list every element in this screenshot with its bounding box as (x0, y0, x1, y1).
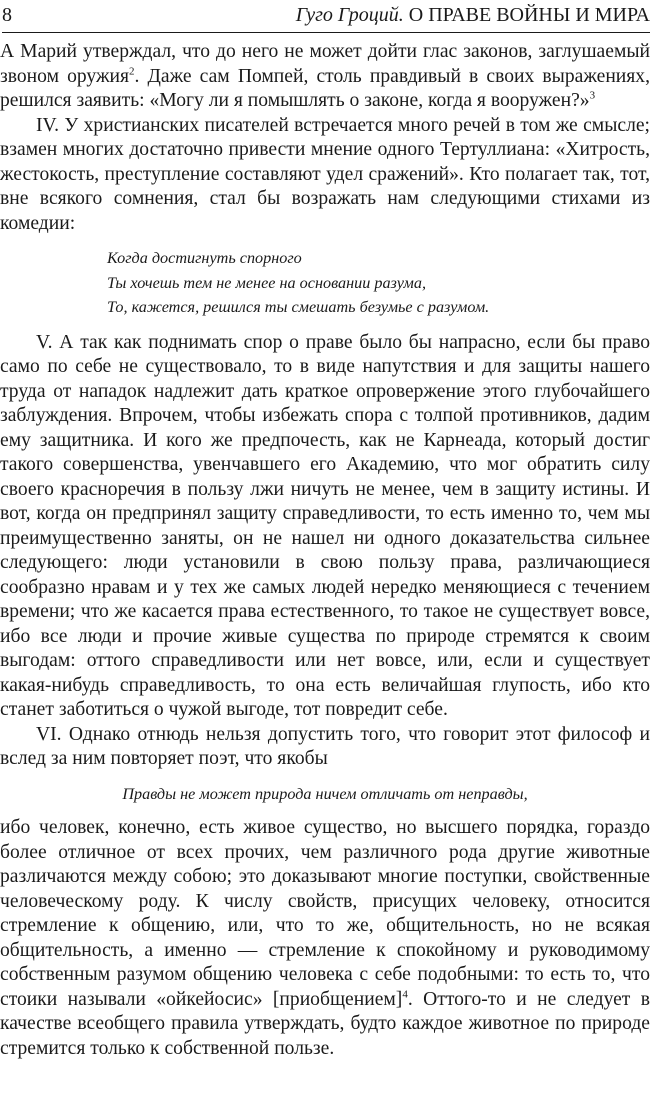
paragraph-section-vi: VI. Однако отнюдь нельзя допустить того, что говорит этот философ и вслед за ним повторяет поэт, что якобы (0, 723, 650, 769)
verse-line: То, кажется, решился ты смешать безумье с разумом. (107, 298, 490, 316)
page-number: 8 (2, 4, 12, 26)
running-head (296, 2, 650, 28)
verse-quote-comedy (107, 246, 650, 320)
paragraph-continuation (0, 816, 650, 1061)
running-head-author: Гуго Гроций. (295, 4, 404, 26)
verse-quote-poet: Правды не может природа ничем отличать от неправды, (122, 784, 528, 803)
running-header (2, 2, 650, 33)
footnote-ref-3: 3 (589, 89, 596, 102)
paragraph-text: . Оттого-то и не следует в качестве всеобщего правила утверждать, будто каждое животное по природе стремится только к собственной пользе. (0, 988, 650, 1059)
paragraph-marius (0, 40, 650, 114)
paragraph-text: . Даже сам Помпей, столь правдивый в своих выражениях, решился заявить: «Могу ли я помышлять о законе, когда я вооружен?» (0, 65, 650, 111)
paragraph-section-iv: IV. У христианских писателей встречается много речей в том же смысле; взамен многих достаточно привести мнение одного Тертуллиана: «Хитрость, жестокость, преступление составляют удел сражений». Кто полагает так, тот, вне всякого сомнения, стал бы возражать нам следующими стихами из комедии: (0, 114, 650, 234)
verse-line: Ты хочешь тем не менее на основании разума, (107, 273, 426, 292)
paragraph-text: ибо человек, конечно, есть живое существо, но высшего порядка, гораздо более отличное от всех прочих, чем различного рода другие животные различаются между собою; это доказывают многие поступки, свойственные человеческому роду. К числу свойств, присущих человеку, относится стремление к общению, или, что то же, общительность, но не всякая общительность, а именно — стремление к спокойному и руководимому собственным разумом общению человека с себе подобными: то есть то, что стоики называли «ойкейосис» [приобщением] (0, 817, 650, 1010)
footnote-ref-2: 2 (129, 64, 135, 77)
running-head-book-title: О ПРАВЕ ВОЙНЫ И МИРА (408, 4, 650, 26)
body-text (0, 40, 650, 1061)
paragraph-section-v: V. А так как поднимать спор о праве было бы напрасно, если бы право само по себе не существовало, то в виде напутствия и для защиты нашего труда от нападок надлежит дать краткое опровержение этого глубочайшего заблуждения. Впрочем, чтобы избежать спора с толпой противников, дадим ему защитника. И кого же предпочесть, как не Карнеада, который достиг такого совершенства, увенчавшего его Академию, что мог обратить силу своего красноречия в пользу лжи ничуть не менее, чем в защиту истины. И вот, когда он предпринял защиту справедливости, то есть именно то, чем мы преимущественно заняты, он не нашел ни одного доказательства сильнее следующего: люди установили в свою пользу права, различающиеся сообразно нравам и у тех же самых людей нередко меняющиеся с течением времени; что же касается права естественного, то такое не существует вовсе, ибо все люди и прочие живые существа по природе стремятся к своим выгодам: оттого справедливости или нет вовсе, или, если и существует какая-нибудь справедливость, то она есть величайшая глупость, ибо кто станет заботиться о чужой выгоде, тот повредит себе. (0, 331, 650, 720)
footnote-ref-4: 4 (402, 987, 408, 1000)
verse-line: Когда достигнуть спорного (107, 249, 302, 267)
paragraph-text: А Марий утверждал, что до него не может дойти глас законов, заглушаемый звоном оружия (0, 41, 650, 87)
